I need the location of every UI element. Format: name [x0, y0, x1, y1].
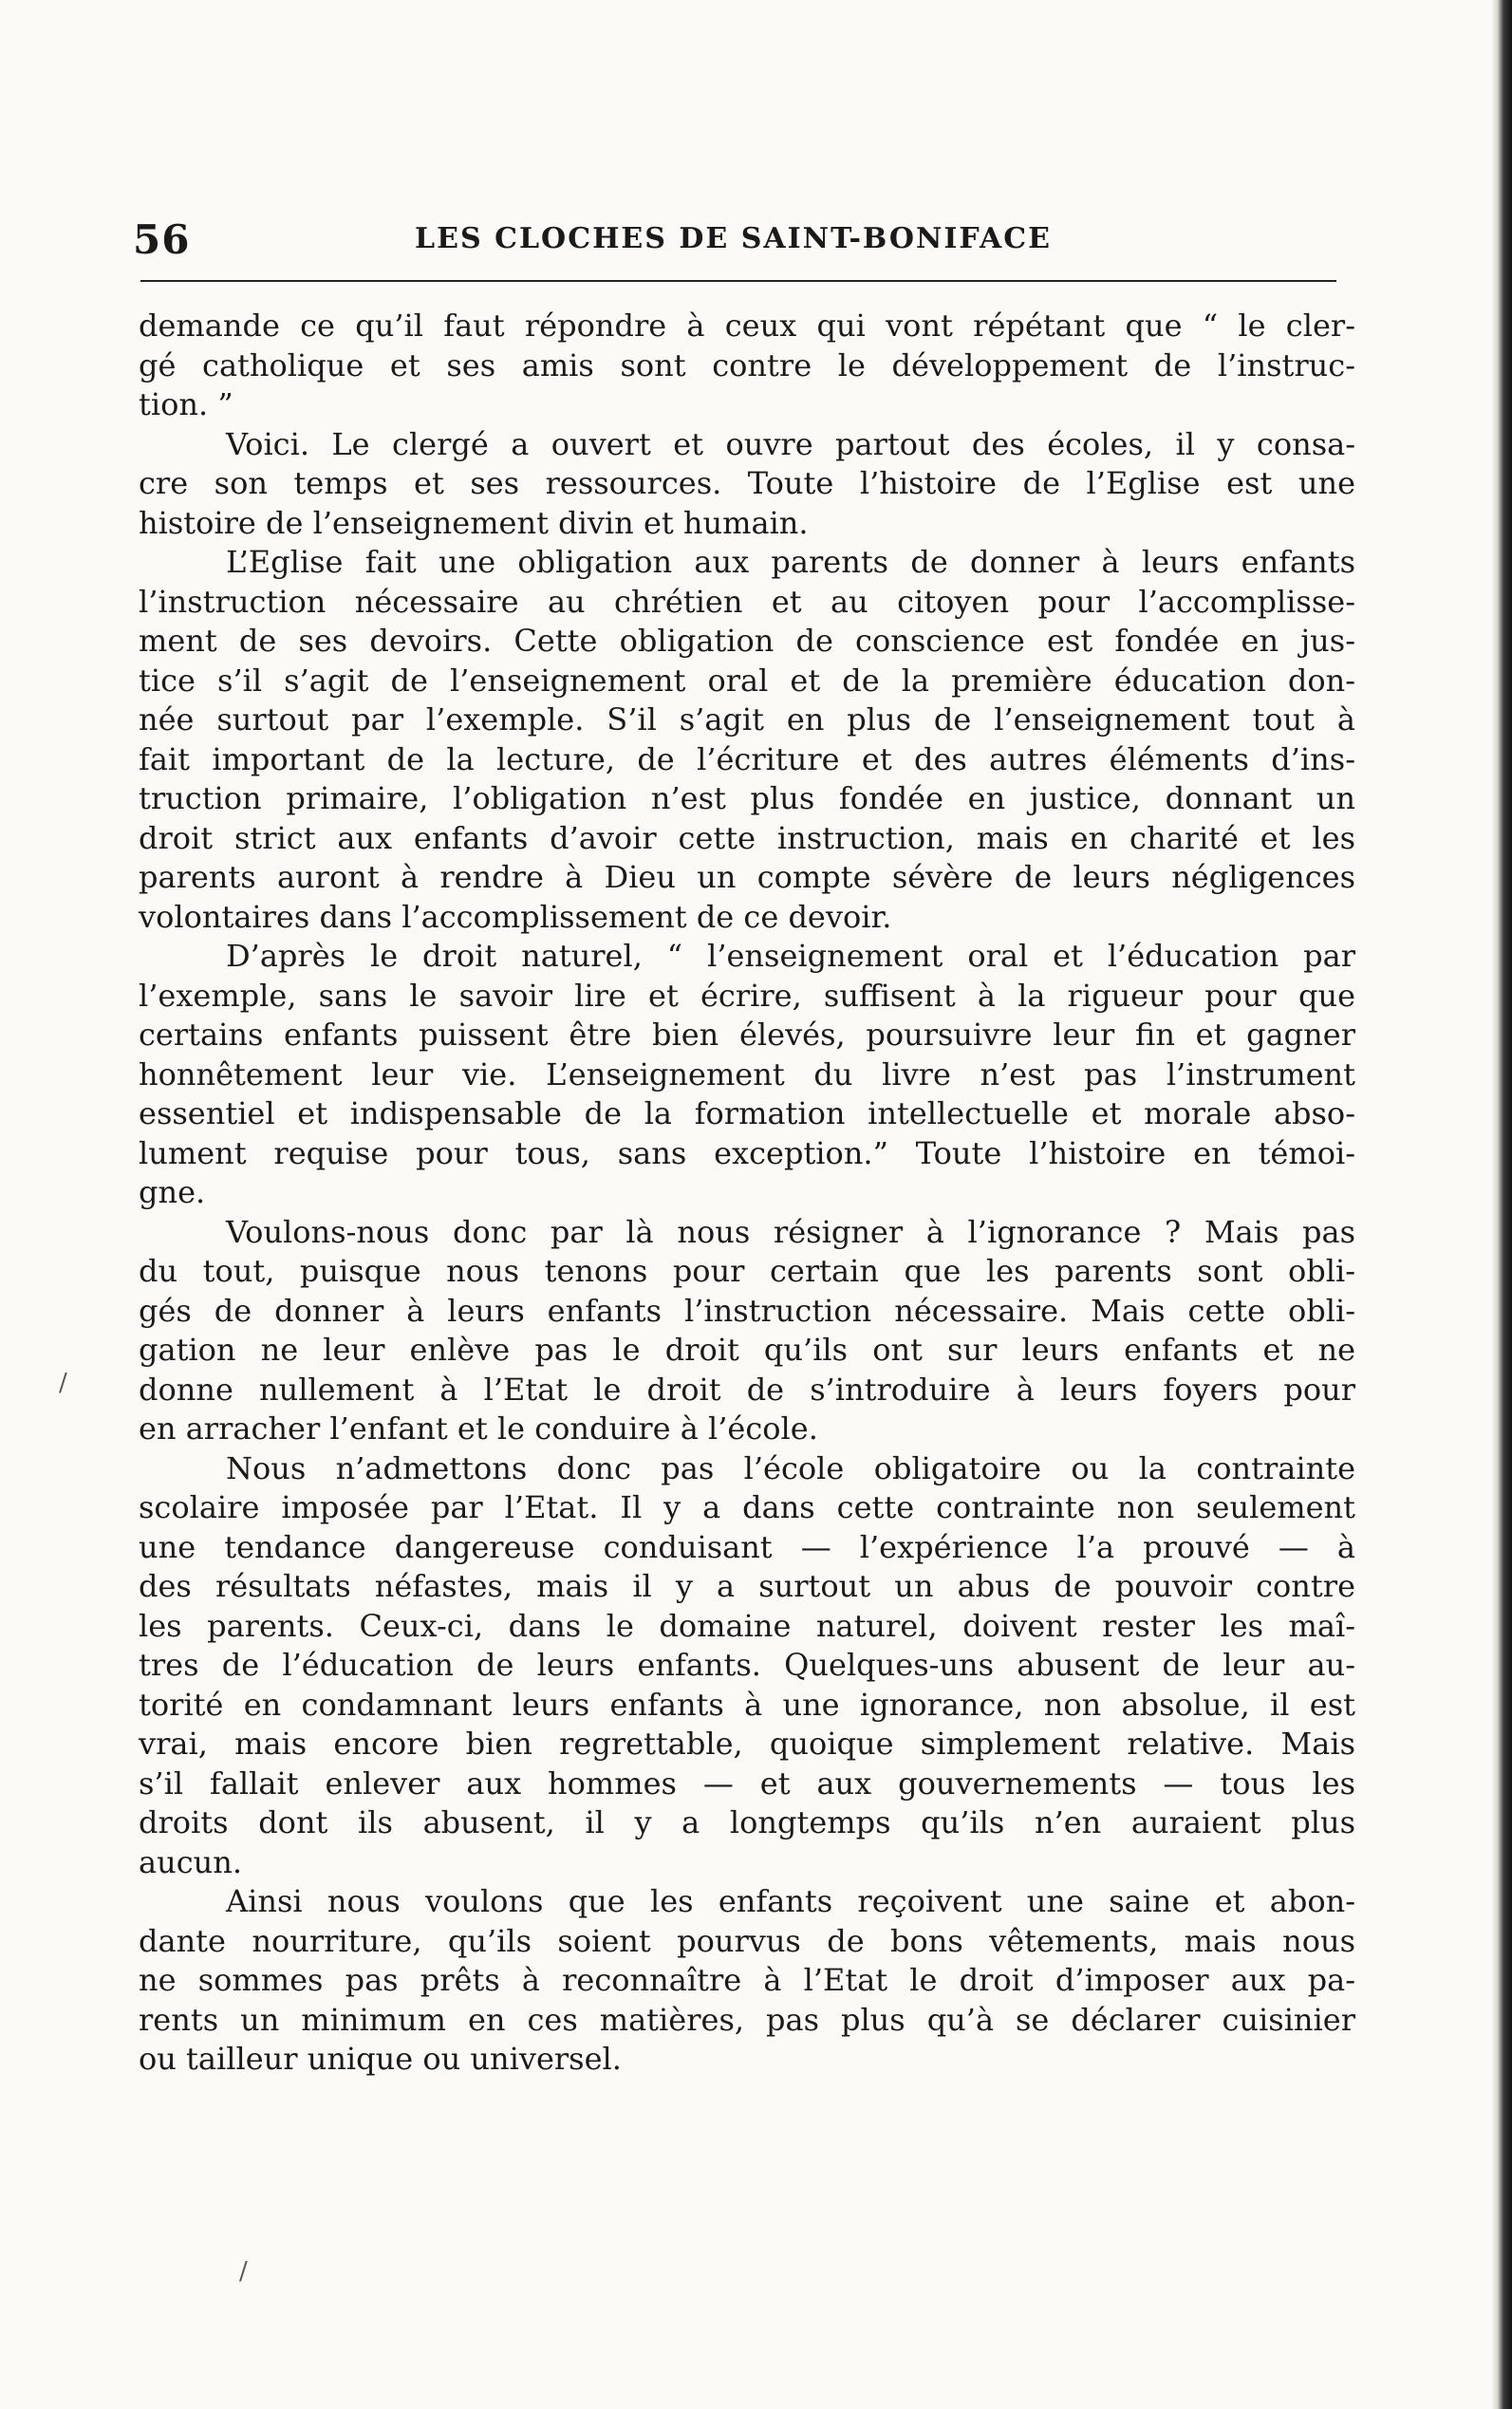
text-line: des résultats néfastes, mais il y a surtout un abus de pouvoir contre [139, 1568, 1355, 1604]
text-line: du tout, puisque nous tenons pour certain que les parents sont obli- [139, 1253, 1355, 1289]
margin-stroke-mark: / [59, 1369, 67, 1397]
text-line: rents un minimum en ces matières, pas plus qu’à se déclarer cuisinier [139, 2001, 1355, 2038]
text-line: essentiel et indispensable de la formation intellectuelle et morale abso- [139, 1095, 1355, 1131]
text-line: ou tailleur unique ou universel. [139, 2041, 622, 2077]
text-line: s’il fallait enlever aux hommes — et aux gouvernements — tous les [139, 1765, 1355, 1802]
text-line: en arracher l’enfant et le conduire à l’école. [139, 1410, 818, 1447]
text-line: ment de ses devoirs. Cette obligation de conscience est fondée en jus- [139, 623, 1355, 659]
text-line: certains enfants puissent être bien élevés, poursuivre leur fin et gagner [139, 1017, 1355, 1053]
text-line: demande ce qu’il faut répondre à ceux qui vont répétant que “ le cler- [139, 308, 1355, 344]
text-line: tres de l’éducation de leurs enfants. Quelques-uns abusent de leur au- [139, 1647, 1355, 1683]
text-line: née surtout par l’exemple. S’il s’agit en plus de l’enseignement tout à [139, 701, 1355, 738]
text-line: Ainsi nous voulons que les enfants reçoivent une saine et abon- [226, 1883, 1355, 1919]
text-line: volontaires dans l’accomplissement de ce devoir. [139, 898, 892, 935]
text-line: l’instruction nécessaire au chrétien et au citoyen pour l’accomplisse- [139, 583, 1355, 620]
page-number: 56 [133, 216, 191, 263]
text-line: tion. ” [139, 386, 233, 422]
text-line: droits dont ils abusent, il y a longtemps qu’ils n’en auraient plus [139, 1804, 1355, 1840]
text-line: ne sommes pas prêts à reconnaître à l’Etat le droit d’imposer aux pa- [139, 1962, 1355, 1998]
text-line: gés de donner à leurs enfants l’instruction nécessaire. Mais cette obli- [139, 1292, 1355, 1329]
text-line: gne. [139, 1174, 206, 1210]
text-line: une tendance dangereuse conduisant — l’expérience l’a prouvé — à [139, 1528, 1355, 1565]
text-line: histoire de l’enseignement divin et humain. [139, 504, 809, 541]
page-header [133, 216, 1334, 264]
text-line: les parents. Ceux-ci, dans le domaine naturel, doivent rester les maî- [139, 1607, 1355, 1644]
text-line: gé catholique et ses amis sont contre le développement de l’instruc- [139, 346, 1355, 383]
text-line: fait important de la lecture, de l’écriture et des autres éléments d’ins- [139, 740, 1355, 777]
text-line: l’exemple, sans le savoir lire et écrire, suffisent à la rigueur pour que [139, 977, 1355, 1014]
body-text [139, 307, 1355, 2080]
text-line: vrai, mais encore bien regrettable, quoique simplement relative. Mais [139, 1726, 1355, 1762]
text-line: parents auront à rendre à Dieu un compte sévère de leurs négligences [139, 859, 1355, 895]
text-line: scolaire imposée par l’Etat. Il y a dans cette contrainte non seulement [139, 1489, 1355, 1525]
text-line: droit strict aux enfants d’avoir cette instruction, mais en charité et les [139, 819, 1355, 856]
header-rule [140, 280, 1336, 282]
text-line: L’Eglise fait une obligation aux parents de donner à leurs enfants [226, 544, 1355, 580]
text-line: lument requise pour tous, sans exception.” Toute l’histoire en témoi- [139, 1134, 1355, 1171]
margin-stroke-mark: / [239, 2257, 248, 2286]
text-line: cre son temps et ses ressources. Toute l’histoire de l’Eglise est une [139, 465, 1355, 501]
text-line: Voulons-nous donc par là nous résigner à l’ignorance ? Mais pas [226, 1213, 1355, 1250]
text-line: D’après le droit naturel, “ l’enseignement oral et l’éducation par [226, 938, 1355, 974]
text-line: Nous n’admettons donc pas l’école obligatoire ou la contrainte [226, 1449, 1355, 1486]
text-line: Voici. Le clergé a ouvert et ouvre partout des écoles, il y consa- [226, 425, 1355, 462]
running-title: LES CLOCHES DE SAINT-BONIFACE [415, 222, 1052, 255]
text-line: dante nourriture, qu’ils soient pourvus de bons vêtements, mais nous [139, 1922, 1355, 1959]
text-line: tice s’il s’agit de l’enseignement oral et de la première éducation don- [139, 662, 1355, 699]
text-line: torité en condamnant leurs enfants à une ignorance, non absolue, il est [139, 1686, 1355, 1723]
page-edge-shadow [1491, 0, 1512, 2409]
text-line: gation ne leur enlève pas le droit qu’ils ont sur leurs enfants et ne [139, 1332, 1355, 1368]
text-line: truction primaire, l’obligation n’est plus fondée en justice, donnant un [139, 780, 1355, 816]
text-line: aucun. [139, 1843, 242, 1880]
text-line: donne nullement à l’Etat le droit de s’introduire à leurs foyers pour [139, 1371, 1355, 1408]
text-line: honnêtement leur vie. L’enseignement du livre n’est pas l’instrument [139, 1055, 1355, 1092]
